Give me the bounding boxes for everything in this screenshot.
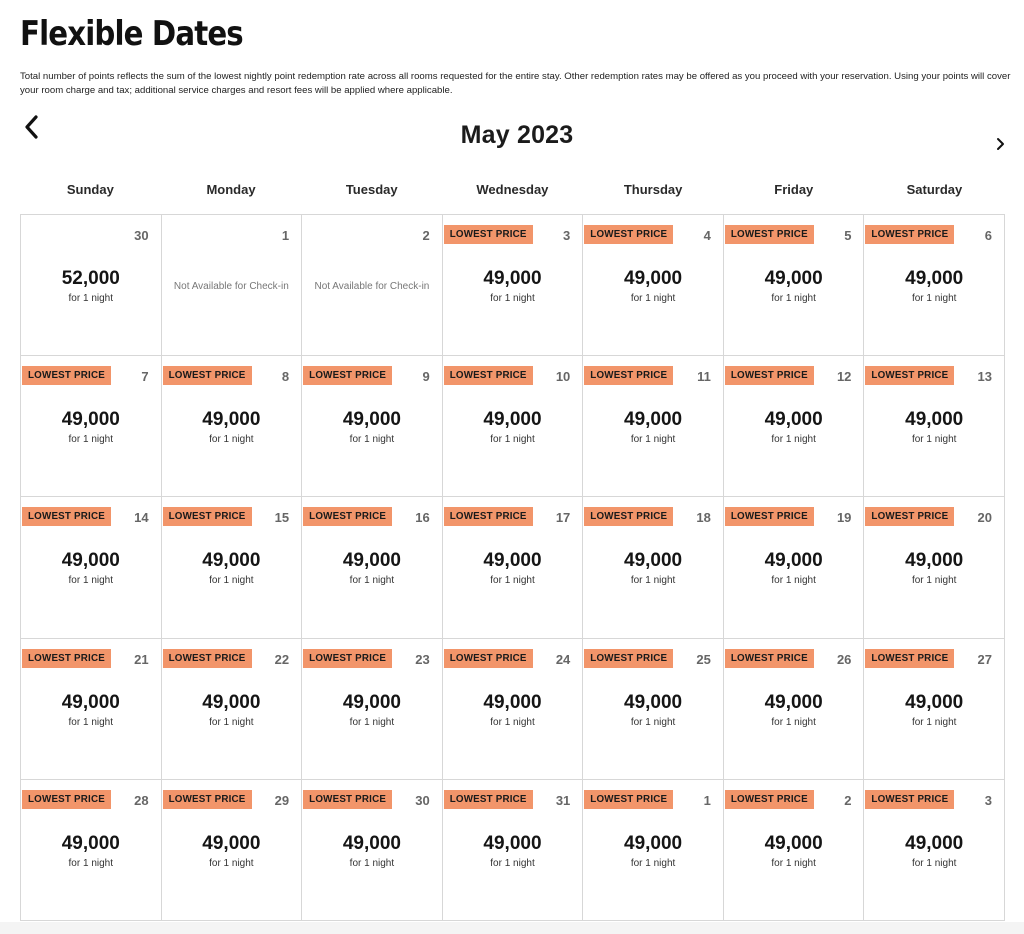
lowest-price-badge: LOWEST PRICE xyxy=(303,649,392,668)
calendar-day-cell[interactable] xyxy=(583,215,724,356)
calendar-day-cell[interactable] xyxy=(583,497,724,638)
lowest-price-badge: LOWEST PRICE xyxy=(444,649,533,668)
lowest-price-badge: LOWEST PRICE xyxy=(163,790,252,809)
points-value: 49,000 xyxy=(483,550,542,572)
nights-label: for 1 night xyxy=(209,575,254,587)
lowest-price-badge: LOWEST PRICE xyxy=(22,507,111,526)
nights-label: for 1 night xyxy=(911,857,957,869)
points-value: 49,000 xyxy=(624,832,683,854)
lowest-price-badge: LOWEST PRICE xyxy=(725,790,814,809)
day-number: 14 xyxy=(134,510,149,526)
nights-label: for 1 night xyxy=(68,716,114,728)
nights-label: for 1 night xyxy=(68,575,114,587)
nights-label: for 1 night xyxy=(349,716,395,728)
day-number: 3 xyxy=(984,792,992,808)
weekday-sunday: Sunday xyxy=(66,182,114,197)
day-number: 4 xyxy=(703,228,711,243)
day-number: 20 xyxy=(977,510,992,526)
day-number: 19 xyxy=(836,510,852,526)
nights-label: for 1 night xyxy=(630,575,676,587)
points-value: 49,000 xyxy=(905,550,964,572)
day-number: 30 xyxy=(134,228,149,243)
day-number: 11 xyxy=(697,369,711,385)
lowest-price-badge: LOWEST PRICE xyxy=(163,366,252,385)
calendar-day-cell[interactable] xyxy=(724,497,865,638)
points-value: 52,000 xyxy=(61,268,120,289)
lowest-price-badge: LOWEST PRICE xyxy=(865,366,954,385)
points-value: 49,000 xyxy=(624,409,683,431)
calendar-day-cell[interactable] xyxy=(443,356,584,497)
calendar-grid xyxy=(20,214,1005,921)
points-value: 49,000 xyxy=(342,691,401,713)
lowest-price-badge: LOWEST PRICE xyxy=(303,790,392,809)
calendar-day-cell[interactable] xyxy=(302,215,443,356)
calendar-day-cell[interactable] xyxy=(21,356,162,497)
lowest-price-badge: LOWEST PRICE xyxy=(584,225,673,244)
points-value: 49,000 xyxy=(764,691,823,713)
points-disclaimer: Total number of points reflects the sum of the lowest nightly point redemption rate across all rooms requested for the entire stay. Other redemption rates may be offered as you proceed with your reservation. Using your points will cover your room charge and tax; additional service charges and resort fees will be applied where applicable. xyxy=(20,71,1011,96)
calendar-day-cell[interactable] xyxy=(443,639,584,780)
day-number: 6 xyxy=(984,228,992,243)
day-number: 21 xyxy=(134,651,149,667)
nights-label: for 1 night xyxy=(209,857,254,869)
points-value: 49,000 xyxy=(342,409,401,431)
nights-label: for 1 night xyxy=(68,857,114,869)
calendar-day-cell[interactable] xyxy=(443,780,584,921)
not-available-label: Not Available for Check-in xyxy=(173,281,289,292)
calendar-day-cell[interactable] xyxy=(21,497,162,638)
calendar-day-cell[interactable] xyxy=(162,780,303,921)
day-number: 28 xyxy=(134,792,149,808)
lowest-price-badge: LOWEST PRICE xyxy=(163,507,252,526)
points-value: 49,000 xyxy=(905,691,964,713)
day-number: 9 xyxy=(422,369,430,385)
points-value: 49,000 xyxy=(905,268,964,289)
lowest-price-badge: LOWEST PRICE xyxy=(22,649,111,668)
chevron-right-icon xyxy=(992,134,1010,154)
day-number: 7 xyxy=(141,369,149,385)
nights-label: for 1 night xyxy=(771,575,816,587)
lowest-price-badge: LOWEST PRICE xyxy=(444,507,533,526)
nights-label: for 1 night xyxy=(911,716,957,728)
calendar-day-cell[interactable] xyxy=(583,356,724,497)
day-number: 29 xyxy=(274,792,290,808)
points-value: 49,000 xyxy=(61,409,120,431)
points-value: 49,000 xyxy=(764,832,823,854)
day-number: 10 xyxy=(555,369,571,385)
nights-label: for 1 night xyxy=(771,293,816,304)
nights-label: for 1 night xyxy=(349,575,395,587)
nights-label: for 1 night xyxy=(771,716,816,728)
nights-label: for 1 night xyxy=(209,716,254,728)
lowest-price-badge: LOWEST PRICE xyxy=(865,507,954,526)
points-value: 49,000 xyxy=(483,832,542,854)
calendar-day-cell[interactable] xyxy=(162,215,303,356)
nights-label: for 1 night xyxy=(911,575,957,587)
points-value: 49,000 xyxy=(624,550,683,572)
calendar-day-cell[interactable] xyxy=(302,497,443,638)
day-number: 15 xyxy=(274,510,290,526)
calendar-day-cell[interactable] xyxy=(724,780,865,921)
nights-label: for 1 night xyxy=(911,293,957,304)
nights-label: for 1 night xyxy=(630,857,676,869)
lowest-price-badge: LOWEST PRICE xyxy=(22,790,111,809)
points-value: 49,000 xyxy=(764,268,823,289)
day-number: 30 xyxy=(415,792,430,808)
calendar-day-cell[interactable] xyxy=(864,356,1005,497)
next-month-button[interactable] xyxy=(992,134,1010,154)
day-number: 31 xyxy=(555,792,571,808)
lowest-price-badge: LOWEST PRICE xyxy=(444,225,533,244)
day-number: 1 xyxy=(703,792,711,808)
points-value: 49,000 xyxy=(61,550,120,572)
month-title: May 2023 xyxy=(460,121,574,149)
points-value: 49,000 xyxy=(483,409,542,431)
day-number: 22 xyxy=(274,651,290,667)
lowest-price-badge: LOWEST PRICE xyxy=(584,366,673,385)
lowest-price-badge: LOWEST PRICE xyxy=(584,507,673,526)
lowest-price-badge: LOWEST PRICE xyxy=(865,790,954,809)
lowest-price-badge: LOWEST PRICE xyxy=(725,225,814,244)
day-number: 12 xyxy=(836,369,852,385)
day-number: 13 xyxy=(977,369,992,385)
calendar-day-cell[interactable] xyxy=(864,215,1005,356)
nights-label: for 1 night xyxy=(490,575,535,587)
day-number: 23 xyxy=(415,651,430,667)
nights-label: for 1 night xyxy=(630,434,676,446)
points-value: 49,000 xyxy=(905,409,964,431)
page-title: Flexible Dates xyxy=(20,14,243,54)
points-value: 49,000 xyxy=(61,832,120,854)
lowest-price-badge: LOWEST PRICE xyxy=(303,366,392,385)
points-value: 49,000 xyxy=(483,268,542,289)
day-number: 18 xyxy=(696,510,711,526)
day-number: 2 xyxy=(844,792,852,808)
points-value: 49,000 xyxy=(764,550,823,572)
lowest-price-badge: LOWEST PRICE xyxy=(163,649,252,668)
points-value: 49,000 xyxy=(202,550,261,572)
calendar-day-cell[interactable] xyxy=(443,497,584,638)
nights-label: for 1 night xyxy=(771,434,816,446)
calendar-day-cell[interactable] xyxy=(21,780,162,921)
day-number: 3 xyxy=(563,228,571,243)
day-number: 5 xyxy=(844,228,852,243)
day-number: 8 xyxy=(281,369,290,385)
day-number: 26 xyxy=(836,651,852,667)
weekday-tuesday: Tuesday xyxy=(345,182,398,197)
nights-label: for 1 night xyxy=(490,293,535,304)
lowest-price-badge: LOWEST PRICE xyxy=(303,507,392,526)
calendar-day-cell[interactable] xyxy=(583,780,724,921)
points-value: 49,000 xyxy=(202,409,261,431)
nights-label: for 1 night xyxy=(490,857,535,869)
points-value: 49,000 xyxy=(624,268,683,289)
lowest-price-badge: LOWEST PRICE xyxy=(725,649,814,668)
lowest-price-badge: LOWEST PRICE xyxy=(865,225,954,244)
points-value: 49,000 xyxy=(764,409,823,431)
points-value: 49,000 xyxy=(202,832,261,854)
calendar-day-cell[interactable] xyxy=(583,639,724,780)
points-value: 49,000 xyxy=(342,550,401,572)
points-value: 49,000 xyxy=(905,832,964,854)
lowest-price-badge: LOWEST PRICE xyxy=(725,507,814,526)
day-number: 2 xyxy=(422,228,430,243)
day-number: 24 xyxy=(555,651,571,667)
day-number: 16 xyxy=(415,510,430,526)
day-number: 17 xyxy=(555,510,571,526)
not-available-label: Not Available for Check-in xyxy=(314,281,430,292)
weekday-monday: Monday xyxy=(206,182,256,197)
points-value: 49,000 xyxy=(624,691,683,713)
lowest-price-badge: LOWEST PRICE xyxy=(584,649,673,668)
nights-label: for 1 night xyxy=(911,434,957,446)
nights-label: for 1 night xyxy=(630,716,676,728)
calendar-day-cell[interactable] xyxy=(302,780,443,921)
nights-label: for 1 night xyxy=(68,434,114,446)
calendar-day-cell[interactable] xyxy=(302,639,443,780)
day-number: 27 xyxy=(977,651,992,667)
lowest-price-badge: LOWEST PRICE xyxy=(444,366,533,385)
calendar-day-cell[interactable] xyxy=(724,356,865,497)
calendar-day-cell[interactable] xyxy=(864,497,1005,638)
calendar-day-cell[interactable] xyxy=(443,215,584,356)
points-value: 49,000 xyxy=(61,691,120,713)
points-value: 49,000 xyxy=(483,691,542,713)
calendar-day-cell[interactable] xyxy=(162,356,303,497)
weekday-thursday: Thursday xyxy=(623,182,683,197)
weekday-header xyxy=(20,178,1005,202)
calendar-day-cell[interactable] xyxy=(724,215,865,356)
calendar-day-cell[interactable] xyxy=(864,639,1005,780)
points-value: 49,000 xyxy=(342,832,401,854)
calendar-day-cell[interactable] xyxy=(302,356,443,497)
nights-label: for 1 night xyxy=(490,716,535,728)
calendar-day-cell[interactable] xyxy=(162,497,303,638)
nights-label: for 1 night xyxy=(349,434,395,446)
lowest-price-badge: LOWEST PRICE xyxy=(865,649,954,668)
calendar-day-cell[interactable] xyxy=(21,215,162,356)
day-number: 1 xyxy=(281,228,290,243)
nights-label: for 1 night xyxy=(771,857,816,869)
lowest-price-badge: LOWEST PRICE xyxy=(22,366,111,385)
weekday-friday: Friday xyxy=(774,182,814,197)
calendar-day-cell[interactable] xyxy=(864,780,1005,921)
nights-label: for 1 night xyxy=(68,293,114,304)
lowest-price-badge: LOWEST PRICE xyxy=(725,366,814,385)
nights-label: for 1 night xyxy=(209,434,254,446)
calendar-day-cell[interactable] xyxy=(162,639,303,780)
weekday-wednesday: Wednesday xyxy=(476,182,549,197)
calendar-day-cell[interactable] xyxy=(724,639,865,780)
weekday-saturday: Saturday xyxy=(906,182,963,197)
nights-label: for 1 night xyxy=(630,293,676,304)
day-number: 25 xyxy=(696,651,711,667)
lowest-price-badge: LOWEST PRICE xyxy=(444,790,533,809)
page-footer-strip xyxy=(0,922,1024,934)
lowest-price-badge: LOWEST PRICE xyxy=(584,790,673,809)
calendar-day-cell[interactable] xyxy=(21,639,162,780)
nights-label: for 1 night xyxy=(490,434,535,446)
points-value: 49,000 xyxy=(202,691,261,713)
nights-label: for 1 night xyxy=(349,857,395,869)
